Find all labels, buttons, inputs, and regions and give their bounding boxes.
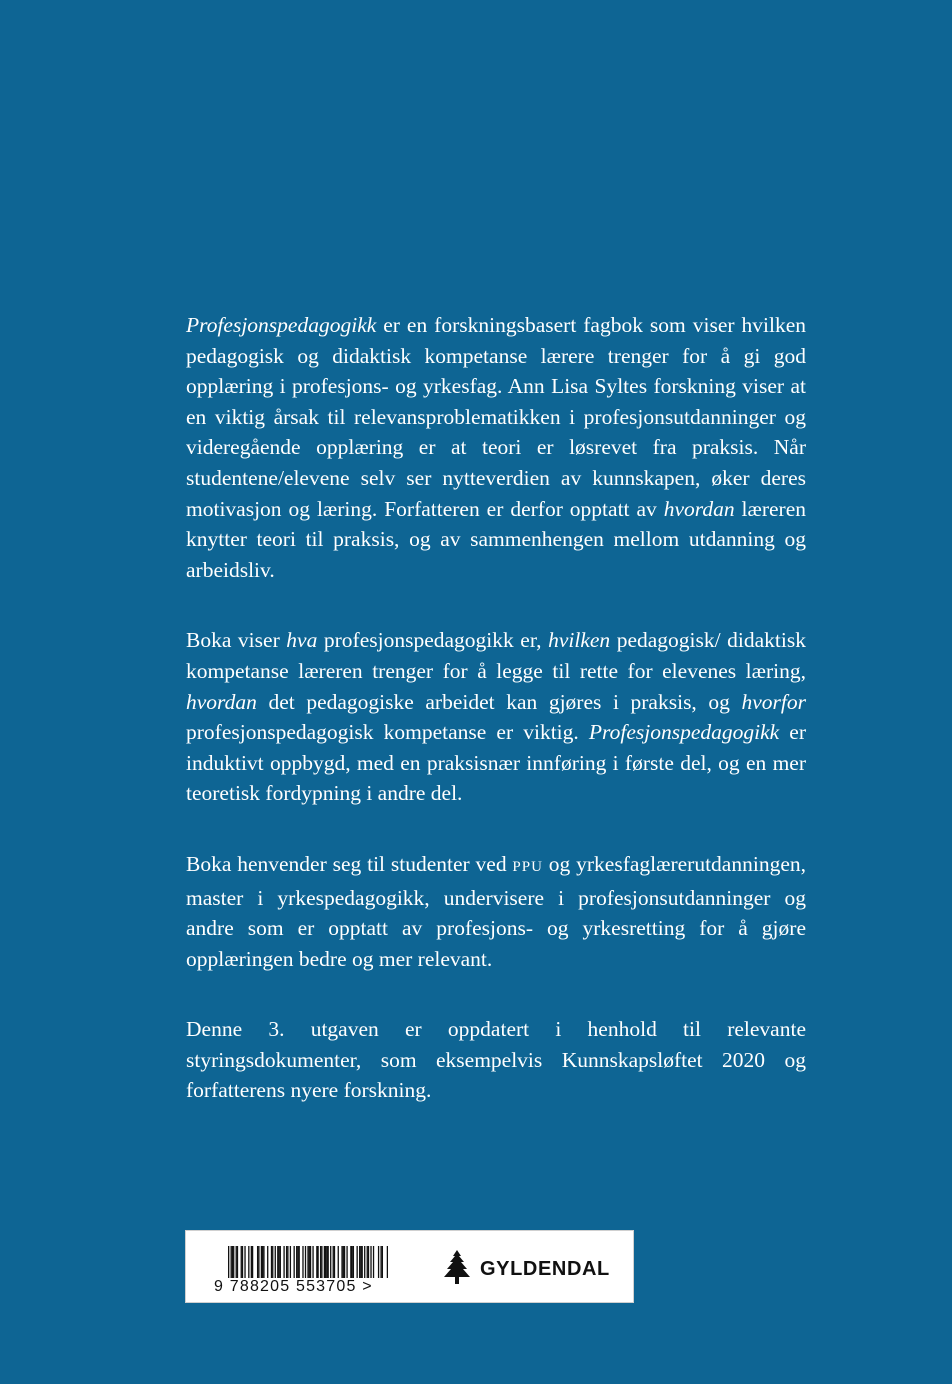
publisher-logo [442,1249,610,1289]
barcode-bar [344,1246,345,1278]
barcode-bar [302,1246,303,1278]
barcode-bar [231,1246,232,1278]
barcode-bar [387,1246,388,1278]
barcode-bar [258,1246,259,1278]
barcode-bar [283,1246,284,1278]
barcode-bar [305,1246,306,1278]
barcode-bar [364,1246,365,1278]
blurb-run: læreren knytter teori til praksis, og av sammenhengen mellom utdanning og arbeidsliv. [186,496,806,582]
barcode-bar [233,1246,234,1278]
barcode-bar [244,1246,245,1278]
barcode-bar [373,1246,374,1278]
barcode-bar [237,1246,238,1278]
barcode-bar [351,1246,352,1278]
blurb-run: profesjonspedagogikk er, [317,628,549,653]
barcode-bar [287,1246,288,1278]
barcode-bar [343,1246,344,1278]
barcode-bar [312,1246,313,1278]
barcode-bar [359,1246,360,1278]
barcode-panel [185,1230,634,1303]
barcode-bar [277,1246,278,1278]
barcode-bar [275,1246,276,1278]
blurb-run: og yrkesfaglærerutdanningen, master i yrkespedagogikk, undervisere i profesjonsutdanninger og andre som er opptatt av profesjons- og yrkesretting for å gjøre opplæringen bedre og mer relevant. [186,851,806,971]
blurb-paragraph [186,1014,806,1106]
barcode-bar [232,1246,233,1278]
blurb-run: PPU [512,858,543,875]
fir-tree-icon [442,1250,472,1288]
barcode-bar [368,1246,369,1278]
barcode-bar [346,1246,347,1278]
barcode-bar [367,1246,368,1278]
blurb-run: hvilken [548,628,611,653]
barcode-bar [278,1246,279,1278]
barcode-bar [317,1246,318,1278]
barcode-bar [272,1246,273,1278]
barcode-bar [330,1246,331,1278]
barcode-bar [357,1246,358,1278]
barcode-bar [251,1246,252,1278]
blurb-run: det pedagogiske arbeidet kan gjøres i praksis, og [256,689,742,714]
barcode-bar [263,1246,264,1278]
barcode-bar [360,1246,361,1278]
barcode-bar [350,1246,351,1278]
barcode-bar [297,1246,298,1278]
barcode-bar [316,1246,317,1278]
barcode-bar [380,1246,381,1278]
barcode-bar [296,1246,297,1278]
barcode-bar [271,1246,272,1278]
barcode-bar [228,1246,229,1278]
isbn-barcode [228,1246,388,1278]
barcode-bar [362,1246,363,1278]
barcode-bar [328,1246,329,1278]
barcode-bar [320,1246,321,1278]
blurb-run: pedagogisk/ didaktisk kompetanse læreren trenger for å legge til rette for elevenes læring, [186,628,806,683]
barcode-bar [334,1246,335,1278]
barcode-bar [324,1246,325,1278]
blurb-run: Boka viser [186,628,287,653]
barcode-bar [382,1246,383,1278]
barcode-bar [286,1246,287,1278]
barcode-bar [321,1246,322,1278]
blurb-run: er induktivt oppbygd, med en praksisnær innføring i første del, og en mer teoretisk fordypning i andre del. [186,720,807,806]
barcode-bar [299,1246,300,1278]
blurb-run: Profesjonspedagogikk [186,313,377,337]
barcode-bar [378,1246,379,1278]
barcode-bar [267,1246,268,1278]
barcode-bar [280,1246,281,1278]
barcode-bar [338,1246,339,1278]
barcode-bar [310,1246,311,1278]
blurb-run: Denne 3. utgaven er oppdatert i henhold til relevante styringsdokumenter, som eksempelvis Kunnskapsløftet 2020 og forfatterens nyere forskning. [186,1017,806,1103]
barcode-bar [236,1246,237,1278]
barcode-bar [307,1246,308,1278]
barcode-bar [262,1246,263,1278]
blurb-paragraph [186,310,806,585]
blurb-run: profesjonspedagogisk kompetanse er viktig. [186,720,589,745]
barcode-bar [326,1246,327,1278]
barcode-bar [248,1246,249,1278]
barcode-bar [341,1246,342,1278]
blurb-run: hvorfor [741,689,806,714]
blurb-run: Boka henvender seg til studenter ved [186,851,513,876]
barcode-bar [257,1246,258,1278]
blurb-run: hvordan [186,689,257,714]
barcode-bar [333,1246,334,1278]
blurb-paragraph [186,849,806,974]
barcode-bar [353,1246,354,1278]
blurb-run: hvordan [663,496,735,521]
blurb-run: Profesjonspedagogikk [588,720,780,745]
barcode-bar [325,1246,326,1278]
barcode-bar [294,1246,295,1278]
barcode-bar [290,1246,291,1278]
isbn-digits: 9 788205 553705 > [214,1278,373,1295]
barcode-bar [370,1246,371,1278]
publisher-name: GYLDENDAL [480,1257,610,1280]
blurb-run: er en forskningsbasert fagbok som viser hvilken pedagogisk og didaktisk kompetanse lærere trenger for å gi god opplæring i profesjons- og yrkesfag. Ann Lisa Syltes forskning viser at en viktig årsak til relevansproblematikken i profesjonsutdanninger og videregående opplæring er at teori er løsrevet fra praksis. Når studentene/elevene selv ser nytteverdien av kunnskapen, øker deres motivasjon og læring. Forfatteren er derfor opptatt av [186,313,806,521]
barcode-bar [252,1246,253,1278]
barcode-bar [309,1246,310,1278]
barcode-bar [241,1246,242,1278]
barcode-bar [242,1246,243,1278]
blurb-paragraph [186,625,806,809]
blurb-run: hva [286,628,318,653]
barcode-bar [261,1246,262,1278]
blurb-text [186,310,806,1106]
